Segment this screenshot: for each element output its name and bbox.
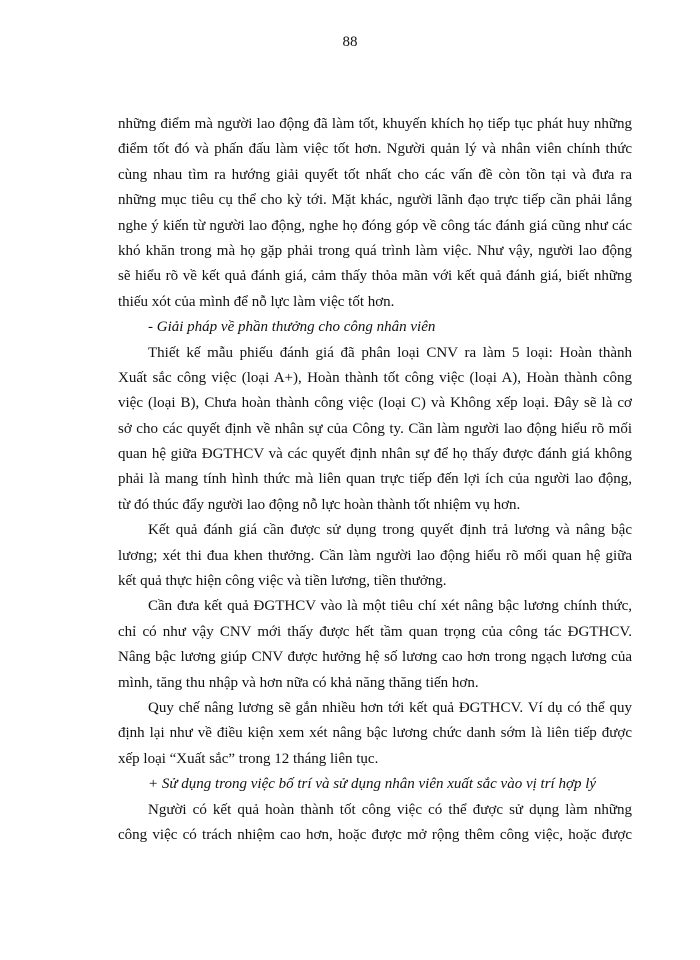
body-text bbox=[118, 112, 632, 848]
text-line: thiếu xót của mình để nỗ lực làm việc tốt hơn. bbox=[118, 293, 395, 310]
text-line: những mục tiêu cụ thể cho kỳ tới. Mặt khác, người lãnh đạo trực tiếp cần phải lắng bbox=[118, 192, 632, 209]
text-line: Người có kết quả hoàn thành tốt công việc có thể được sử dụng làm những bbox=[148, 801, 632, 818]
text-line: công việc có trách nhiệm cao hơn, hoặc được mở rộng thêm công việc, hoặc được bbox=[118, 826, 632, 843]
text-line: phải là mang tính hình thức mà liên quan trực tiếp đến lợi ích của người lao động, bbox=[118, 471, 632, 488]
text-line: việc (loại B), Chưa hoàn thành công việc (loại C) và Không xếp loại. Đây sẽ là cơ bbox=[118, 395, 632, 412]
text-line: từ đó thúc đẩy người lao động nỗ lực hoàn thành tốt nhiệm vụ hơn. bbox=[118, 496, 521, 513]
text-line: sở cho các quyết định về nhân sự của Công ty. Cần làm người lao động hiểu rõ mối bbox=[118, 420, 632, 437]
text-line: điểm tốt đó và phấn đấu làm việc tốt hơn. Người quản lý và nhân viên chính thức bbox=[118, 141, 632, 158]
text-line: mình, tăng thu nhập và hơn nữa có khả năng thăng tiến hơn. bbox=[118, 674, 479, 691]
text-line: cùng nhau tìm ra hướng giải quyết tốt nhất cho các vấn đề còn tồn tại và đưa ra bbox=[118, 166, 632, 183]
text-line: khó khăn trong mà họ gặp phải trong quá trình làm việc. Như vậy, người lao động bbox=[118, 242, 632, 259]
text-line: sẽ hiểu rõ về kết quả đánh giá, cảm thấy thỏa mãn với kết quả đánh giá, biết những bbox=[118, 268, 632, 285]
text-line: định lại như về điều kiện xem xét nâng bậc lương chức danh sớm là liên tiếp được bbox=[118, 725, 632, 742]
text-line: Nâng bậc lương giúp CNV được hưởng hệ số lương cao hơn trong ngạch lương của bbox=[118, 649, 632, 666]
text-line: xếp loại “Xuất sắc” trong 12 tháng liên tục. bbox=[118, 750, 379, 767]
text-line: kết quả thực hiện công việc và tiền lương, tiền thưởng. bbox=[118, 573, 447, 590]
text-line: - Giải pháp về phần thưởng cho công nhân viên bbox=[148, 319, 436, 336]
page-number: 88 bbox=[342, 34, 358, 50]
text-line: Quy chế nâng lương sẽ gắn nhiều hơn tới kết quả ĐGTHCV. Ví dụ có thể quy bbox=[148, 699, 632, 716]
text-line: chỉ có như vậy CNV mới thấy được hết tầm quan trọng của công tác ĐGTHCV. bbox=[118, 623, 632, 640]
text-line: những điểm mà người lao động đã làm tốt, khuyến khích họ tiếp tục phát huy những bbox=[118, 116, 632, 132]
text-line: Xuất sắc công việc (loại A+), Hoàn thành tốt công việc (loại A), Hoàn thành công bbox=[118, 369, 632, 386]
text-line: nghe ý kiến từ người lao động, nghe họ đóng góp về công tác đánh giá cũng như các bbox=[118, 217, 632, 234]
text-line: Thiết kế mẫu phiếu đánh giá đã phân loại CNV ra làm 5 loại: Hoàn thành bbox=[148, 344, 632, 361]
text-line: Kết quả đánh giá cần được sử dụng trong quyết định trả lương và nâng bậc bbox=[148, 522, 632, 539]
text-line: Cần đưa kết quả ĐGTHCV vào là một tiêu chí xét nâng bậc lương chính thức, bbox=[148, 598, 632, 615]
text-line: quan hệ giữa ĐGTHCV và các quyết định nhân sự để họ thấy được đánh giá không bbox=[118, 446, 632, 463]
text-line: + Sử dụng trong việc bố trí và sử dụng nhân viên xuất sắc vào vị trí hợp lý bbox=[148, 776, 597, 793]
text-line: lương; xét thi đua khen thưởng. Cần làm người lao động hiểu rõ mối quan hệ giữa bbox=[118, 547, 632, 564]
